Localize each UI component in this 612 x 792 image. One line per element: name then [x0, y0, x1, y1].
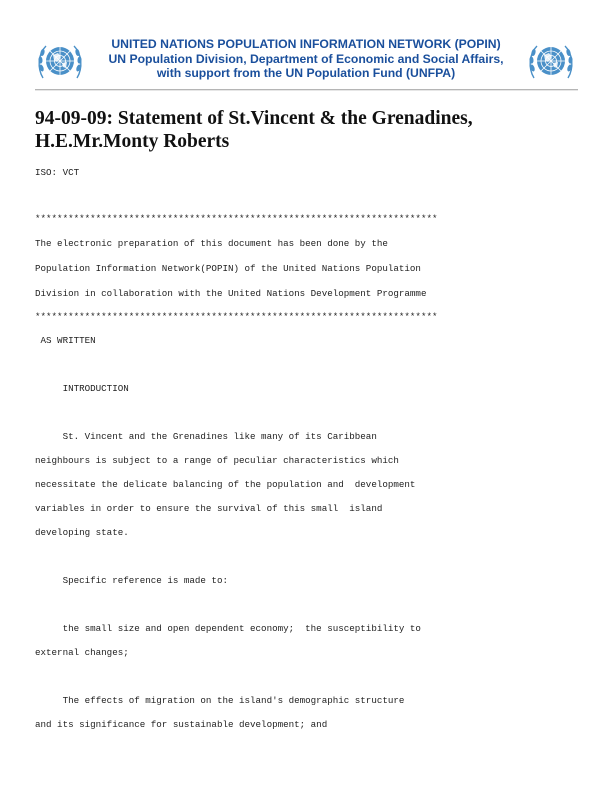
un-emblem-right-icon — [527, 38, 575, 86]
title-line-2: H.E.Mr.Monty Roberts — [35, 131, 230, 152]
paragraph-4-line-2: and its significance for sustainable development; and — [35, 719, 328, 730]
section-heading: INTRODUCTION — [35, 383, 129, 394]
paragraph-1-line-4: variables in order to ensure the survival of this small island — [35, 503, 383, 514]
paragraph-1-line-3: necessitate the delicate balancing of the population and development — [35, 479, 416, 490]
paragraph-1-line-5: developing state. — [35, 527, 129, 538]
paragraph-3-line-2: external changes; — [35, 647, 129, 658]
note-line-3: Division in collaboration with the United Nations Development Programme — [35, 288, 427, 299]
star-rule-top: ************************************************************************* — [35, 213, 438, 224]
iso-code: ISO: VCT — [35, 167, 80, 178]
as-written-label: AS WRITTEN — [35, 335, 96, 346]
note-line-2: Population Information Network(POPIN) of the United Nations Population — [35, 263, 421, 274]
paragraph-3-line-1: the small size and open dependent economy; the susceptibility to — [35, 623, 421, 634]
un-emblem-left-icon — [36, 38, 84, 86]
star-rule-bottom: ************************************************************************* — [35, 311, 438, 322]
paragraph-4-line-1: The effects of migration on the island's demographic structure — [35, 695, 405, 706]
header-divider — [35, 89, 578, 91]
header-line-3: with support from the UN Population Fund (UNFPA) — [156, 66, 456, 80]
header-line-2: UN Population Division, Department of Economic and Social Affairs, — [108, 51, 504, 66]
title-line-1: 94-09-09: Statement of St.Vincent & the Grenadines, — [35, 108, 473, 129]
paragraph-1-line-2: neighbours is subject to a range of peculiar characteristics which — [35, 455, 399, 466]
paragraph-1-line-1: St. Vincent and the Grenadines like many of its Caribbean — [35, 431, 377, 442]
document-title — [35, 107, 580, 153]
popin-header — [90, 37, 522, 81]
header-line-1: UNITED NATIONS POPULATION INFORMATION NETWORK (POPIN) — [111, 37, 501, 51]
note-line-1: The electronic preparation of this document has been done by the — [35, 238, 388, 249]
paragraph-2: Specific reference is made to: — [35, 575, 228, 586]
